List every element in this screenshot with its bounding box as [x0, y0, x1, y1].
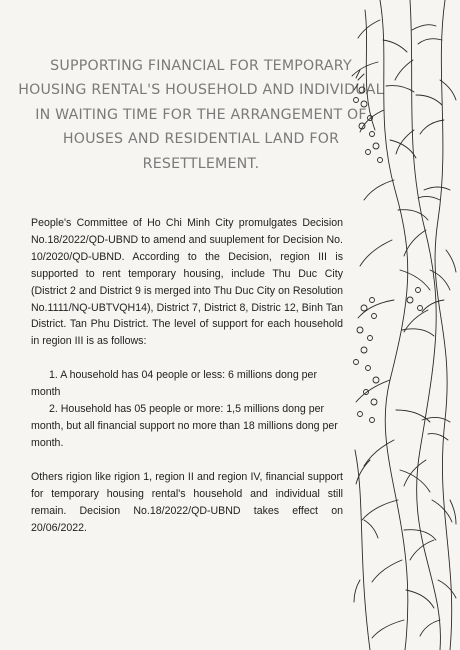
page-title: SUPPORTING FINANCIAL FOR TEMPORARY HOUSING RENTAL'S HOUSEHOLD AND INDIVIDUAL IN WAITING TIME FOR THE ARRANGEMENT OF HOUSES AND RESIDENTIAL LAND FOR RESETTLEMENT. [18, 57, 384, 172]
list-item: 1. A household has 04 people or less: 6 millions dong per month [31, 369, 317, 399]
closing-paragraph: Others rigion like rigion 1, region II and region IV, financial support for temporary housing rental's household and individual still remain. Decision No.18/2022/QD-UBND takes effect on 20/06/2022. [31, 470, 343, 534]
intro-paragraph: People's Committee of Ho Chi Minh City promulgates Decision No.18/2022/QD-UBND to amend and suuplement for Decision No. 10/2020/QD-UBND. According to the Decision, region III is supported to rent temporary housing, include Thu Duc City (District 2 and District 9 is merged into Thu Duc City on Resolution No.1111/NQ-UBTVQH14), District 7, District 8, Distric 12, Binh Tan District. Tan Phu District. The level of support for each household in region III is as follows: [31, 217, 343, 348]
spacer [31, 350, 343, 367]
spacer [31, 452, 343, 469]
botanical-lavender-icon [350, 0, 460, 650]
list-item: 2. Household has 05 people or more: 1,5 millions dong per month, but all financial support no more than 18 millions dong per month. [31, 403, 338, 449]
body-text [31, 215, 343, 536]
